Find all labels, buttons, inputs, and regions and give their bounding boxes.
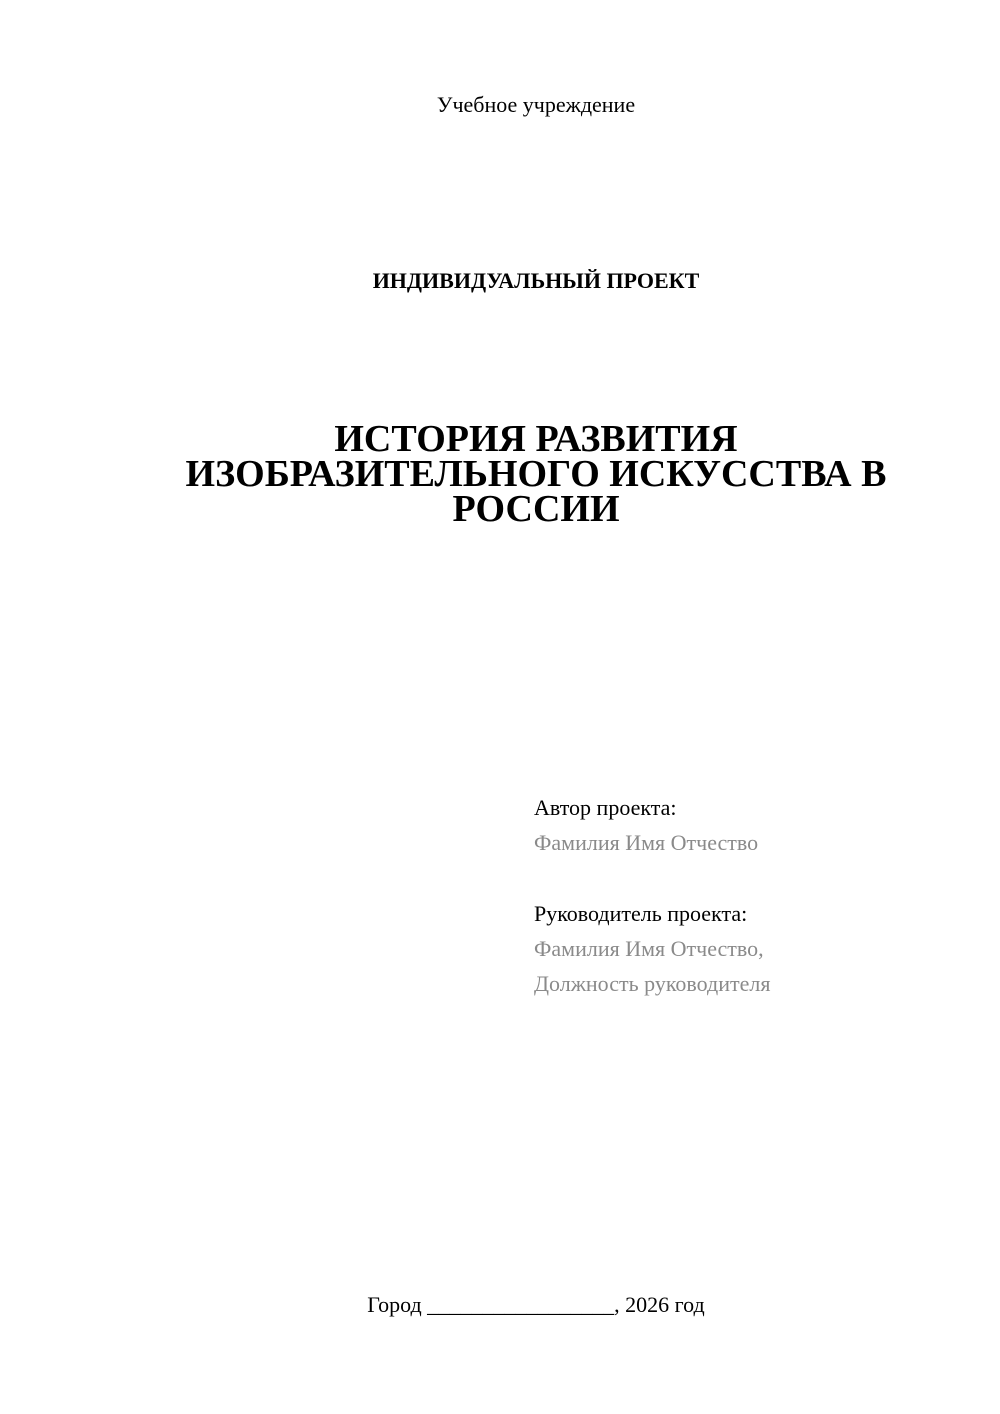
project-credits xyxy=(534,790,974,1001)
document-type: ИНДИВИДУАЛЬНЫЙ ПРОЕКТ xyxy=(372,268,700,293)
credits-spacer xyxy=(534,860,974,896)
project-title xyxy=(0,418,1000,530)
supervisor-label: Руководитель проекта: xyxy=(534,901,748,926)
author-label: Автор проекта: xyxy=(534,795,677,820)
author-name: Фамилия Имя Отчество xyxy=(534,830,759,855)
institution-name: Учебное учреждение xyxy=(436,92,636,117)
city-year-footer: Город _________________, 2026 год xyxy=(367,1292,705,1317)
project-title-line: РОССИИ xyxy=(452,488,620,530)
project-title-line: ИСТОРИЯ РАЗВИТИЯ xyxy=(334,418,738,460)
project-title-line: ИЗОБРАЗИТЕЛЬНОГО ИСКУССТВА В xyxy=(185,453,887,495)
supervisor-position: Должность руководителя xyxy=(534,971,771,996)
supervisor-name: Фамилия Имя Отчество, xyxy=(534,936,764,961)
